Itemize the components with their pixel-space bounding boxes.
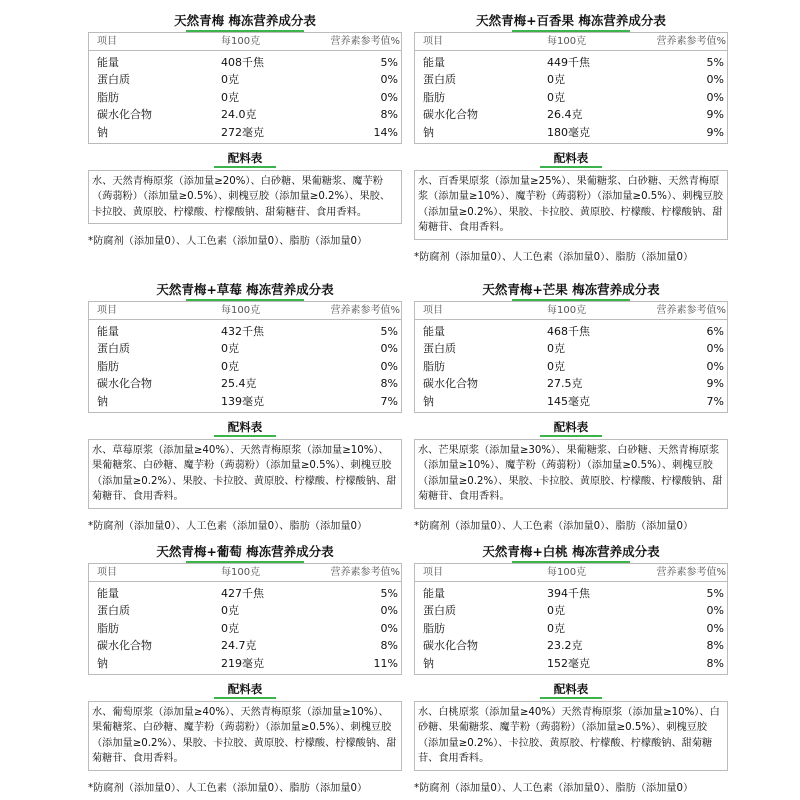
cell-item: 钠 (97, 394, 108, 408)
header-item: 项目 (97, 36, 117, 47)
cell-item: 蛋白质 (97, 342, 130, 356)
ingredients-text: 水、芒果原浆（添加量≥30%）、果葡糖浆、白砂糖、天然青梅原浆（添加量≥10%）、魔芋粉（蒟蒻粉）（添加量≥0.5%）、刺槐豆胶（添加量≥0.2%）、果胶、卡拉胶、黄原胶、柠檬酸、柠檬酸钠、甜菊糖苷、食用香料。 (418, 444, 723, 503)
additive-note: *防腐剂（添加量0）、人工色素（添加量0）、脂肪（添加量0） (88, 782, 368, 794)
additive-note: *防腐剂（添加量0）、人工色素（添加量0）、脂肪（添加量0） (414, 520, 694, 532)
cell-nrv-percent: 5% (380, 325, 398, 338)
nutrition-table-header (415, 33, 727, 51)
nutrition-table (414, 563, 728, 675)
cell-per-100g: 145毫克 (547, 394, 590, 408)
cell-nrv-percent: 0% (706, 621, 724, 635)
ingredients-text: 水、白桃原浆（添加量≥40%）天然青梅原浆（添加量≥10%）、白砂糖、果葡糖浆、魔芋粉（蒟蒻粉）（添加量≥0.5%）、刺槐豆胶（添加量≥0.2%）、卡拉胶、黄原胶、柠檬酸、柠檬酸钠、甜菊糖苷、食用香料。 (418, 706, 720, 765)
cell-item: 蛋白质 (423, 604, 456, 618)
ingredients-title (414, 417, 728, 439)
cell-nrv-percent: 0% (380, 342, 398, 356)
header-per-100g: 每100克 (221, 305, 261, 316)
header-item: 项目 (423, 36, 443, 47)
cell-item: 能量 (97, 325, 119, 338)
additive-note: *防腐剂（添加量0）、人工色素（添加量0）、脂肪（添加量0） (414, 251, 694, 263)
ingredients-title-underline (540, 166, 602, 168)
cell-nrv-percent: 9% (706, 377, 724, 391)
nutrition-table-title (88, 281, 402, 301)
nutrition-table-header (89, 564, 401, 582)
cell-item: 脂肪 (97, 621, 119, 635)
cell-per-100g: 0克 (221, 73, 239, 87)
nutrition-table-title-text: 天然青梅+百香果 梅冻营养成分表 (476, 13, 666, 28)
cell-per-100g: 0克 (221, 621, 239, 635)
cell-per-100g: 432千焦 (221, 325, 264, 338)
cell-nrv-percent: 7% (706, 394, 724, 408)
cell-item: 能量 (423, 587, 445, 600)
cell-nrv-percent: 0% (380, 621, 398, 635)
cell-nrv-percent: 5% (380, 56, 398, 69)
cell-item: 钠 (423, 656, 434, 670)
nutrition-table-body (415, 582, 727, 674)
ingredients-box (414, 439, 728, 509)
ingredients-box (88, 170, 402, 225)
cell-nrv-percent: 8% (706, 639, 724, 653)
cell-item: 能量 (423, 56, 445, 69)
cell-nrv-percent: 6% (706, 325, 724, 338)
ingredients-title-underline (214, 166, 276, 168)
cell-nrv-percent: 5% (706, 56, 724, 69)
cell-item: 钠 (423, 394, 434, 408)
cell-item: 蛋白质 (423, 73, 456, 87)
cell-per-100g: 27.5克 (547, 377, 583, 391)
cell-per-100g: 0克 (547, 90, 565, 104)
ingredients-box (88, 701, 402, 771)
ingredients-title-text: 配料表 (227, 681, 263, 696)
nutrition-row-fat (415, 358, 727, 375)
nutrition-row-carbohydrate (415, 375, 727, 392)
header-item: 项目 (97, 305, 117, 316)
title-underline (186, 30, 304, 32)
title-underline (186, 299, 304, 301)
cell-nrv-percent: 9% (706, 125, 724, 139)
additive-note: *防腐剂（添加量0）、人工色素（添加量0）、脂肪（添加量0） (88, 236, 368, 248)
cell-item: 碳水化合物 (423, 108, 478, 122)
nutrition-table-body (415, 320, 727, 412)
cell-per-100g: 272毫克 (221, 125, 264, 139)
nutrition-table-header (89, 33, 401, 51)
nutrition-row-energy (89, 54, 401, 71)
nutrition-table-header (89, 302, 401, 320)
cell-nrv-percent: 8% (380, 108, 398, 122)
cell-item: 碳水化合物 (423, 377, 478, 391)
nutrition-table-title (88, 12, 402, 32)
nutrition-row-energy (415, 54, 727, 71)
cell-per-100g: 0克 (221, 604, 239, 618)
ingredients-title (88, 417, 402, 439)
nutrition-table-title-text: 天然青梅 梅冻营养成分表 (174, 13, 316, 28)
nutrition-table-body (415, 51, 727, 143)
nutrition-row-protein (415, 340, 727, 357)
nutrition-row-fat (89, 620, 401, 637)
cell-item: 蛋白质 (423, 342, 456, 356)
nutrition-row-protein (415, 71, 727, 88)
ingredients-text: 水、天然青梅原浆（添加量≥20%）、白砂糖、果葡糖浆、魔芋粉（蒟蒻粉）（添加量≥0.5%）、刺槐豆胶（添加量≥0.2%）、果胶、卡拉胶、黄原胶、柠檬酸、柠檬酸钠、甜菊糖苷、食用香料。 (92, 175, 391, 218)
cell-nrv-percent: 0% (706, 90, 724, 104)
title-underline (512, 30, 630, 32)
nutrition-table (414, 301, 728, 413)
header-per-100g: 每100克 (221, 567, 261, 578)
nutrition-table-title-text: 天然青梅+白桃 梅冻营养成分表 (482, 544, 660, 559)
nutrition-row-fat (415, 620, 727, 637)
cell-nrv-percent: 0% (706, 359, 724, 373)
cell-nrv-percent: 5% (380, 587, 398, 600)
cell-per-100g: 0克 (547, 621, 565, 635)
cell-item: 碳水化合物 (97, 377, 152, 391)
ingredients-box (88, 439, 402, 509)
ingredients-title-underline (540, 435, 602, 437)
ingredients-title (414, 679, 728, 701)
header-nrv-percent: 营养素参考值% (330, 36, 400, 47)
nutrition-table-title-text: 天然青梅+葡萄 梅冻营养成分表 (156, 544, 334, 559)
cell-item: 脂肪 (423, 359, 445, 373)
header-item: 项目 (423, 567, 443, 578)
ingredients-text: 水、草莓原浆（添加量≥40%）、天然青梅原浆（添加量≥10%）、果葡糖浆、白砂糖、魔芋粉（蒟蒻粉）（添加量≥0.5%）、刺槐豆胶（添加量≥0.2%）、果胶、卡拉胶、黄原胶、柠檬酸、柠檬酸钠、甜菊糖苷、食用香料。 (92, 444, 397, 503)
cell-per-100g: 427千焦 (221, 587, 264, 600)
nutrition-table (88, 301, 402, 413)
ingredients-title-text: 配料表 (553, 419, 589, 434)
nutrition-table-title-text: 天然青梅+草莓 梅冻营养成分表 (156, 282, 334, 297)
nutrition-table-body (89, 320, 401, 412)
cell-per-100g: 26.4克 (547, 108, 583, 122)
nutrition-row-fat (415, 89, 727, 106)
header-per-100g: 每100克 (547, 36, 587, 47)
nutrition-table-title (414, 281, 728, 301)
nutrition-table-header (415, 302, 727, 320)
header-nrv-percent: 营养素参考值% (330, 567, 400, 578)
cell-per-100g: 408千焦 (221, 56, 264, 69)
cell-nrv-percent: 9% (706, 108, 724, 122)
nutrition-panel-mango (414, 281, 728, 532)
cell-per-100g: 468千焦 (547, 325, 590, 338)
ingredients-title (88, 148, 402, 170)
cell-item: 钠 (97, 125, 108, 139)
ingredients-title-text: 配料表 (227, 150, 263, 165)
cell-item: 脂肪 (97, 359, 119, 373)
nutrition-panel-grape (88, 543, 402, 794)
header-nrv-percent: 营养素参考值% (656, 305, 726, 316)
cell-per-100g: 24.0克 (221, 108, 257, 122)
nutrition-table-title-text: 天然青梅+芒果 梅冻营养成分表 (482, 282, 660, 297)
cell-nrv-percent: 11% (373, 656, 398, 670)
cell-item: 碳水化合物 (97, 639, 152, 653)
cell-nrv-percent: 0% (706, 604, 724, 618)
cell-per-100g: 0克 (221, 342, 239, 356)
nutrition-row-sodium (89, 655, 401, 672)
cell-item: 蛋白质 (97, 604, 130, 618)
nutrition-row-protein (415, 602, 727, 619)
title-underline (186, 561, 304, 563)
nutrition-table-header (415, 564, 727, 582)
cell-nrv-percent: 5% (706, 587, 724, 600)
cell-nrv-percent: 0% (380, 73, 398, 87)
nutrition-panel-qingmei (88, 12, 402, 247)
nutrition-table (414, 32, 728, 144)
nutrition-row-energy (415, 585, 727, 602)
nutrition-row-carbohydrate (89, 106, 401, 123)
cell-per-100g: 0克 (547, 73, 565, 87)
nutrition-table-body (89, 582, 401, 674)
nutrition-table-body (89, 51, 401, 143)
title-underline (512, 561, 630, 563)
header-nrv-percent: 营养素参考值% (656, 36, 726, 47)
ingredients-text: 水、葡萄原浆（添加量≥40%）、天然青梅原浆（添加量≥10%）、果葡糖浆、白砂糖、魔芋粉（蒟蒻粉）（添加量≥0.5%）、刺槐豆胶（添加量≥0.2%）、果胶、卡拉胶、黄原胶、柠檬酸、柠檬酸钠、甜菊糖苷、食用香料。 (92, 706, 397, 765)
header-nrv-percent: 营养素参考值% (656, 567, 726, 578)
cell-nrv-percent: 8% (706, 656, 724, 670)
nutrition-table-title (414, 12, 728, 32)
nutrition-row-energy (415, 323, 727, 340)
nutrition-row-sodium (415, 655, 727, 672)
cell-per-100g: 23.2克 (547, 639, 583, 653)
cell-item: 脂肪 (97, 90, 119, 104)
ingredients-box (414, 701, 728, 771)
additive-note: *防腐剂（添加量0）、人工色素（添加量0）、脂肪（添加量0） (88, 520, 368, 532)
cell-per-100g: 219毫克 (221, 656, 264, 670)
title-underline (512, 299, 630, 301)
nutrition-row-carbohydrate (89, 375, 401, 392)
cell-per-100g: 139毫克 (221, 394, 264, 408)
header-per-100g: 每100克 (547, 567, 587, 578)
ingredients-title-text: 配料表 (553, 150, 589, 165)
nutrition-row-sodium (89, 124, 401, 141)
nutrition-row-sodium (415, 393, 727, 410)
cell-item: 钠 (423, 125, 434, 139)
cell-per-100g: 0克 (547, 359, 565, 373)
cell-nrv-percent: 0% (380, 359, 398, 373)
cell-per-100g: 394千焦 (547, 587, 590, 600)
cell-item: 脂肪 (423, 621, 445, 635)
nutrition-row-energy (89, 323, 401, 340)
cell-nrv-percent: 8% (380, 377, 398, 391)
cell-item: 脂肪 (423, 90, 445, 104)
nutrition-row-sodium (89, 393, 401, 410)
cell-item: 碳水化合物 (97, 108, 152, 122)
cell-per-100g: 24.7克 (221, 639, 257, 653)
nutrition-panel-passionfruit (414, 12, 728, 263)
cell-item: 能量 (97, 587, 119, 600)
nutrition-row-energy (89, 585, 401, 602)
cell-nrv-percent: 0% (706, 342, 724, 356)
ingredients-title-underline (214, 697, 276, 699)
nutrition-table-title (88, 543, 402, 563)
nutrition-panel-peach (414, 543, 728, 794)
cell-per-100g: 0克 (547, 342, 565, 356)
cell-nrv-percent: 0% (380, 90, 398, 104)
nutrition-row-protein (89, 602, 401, 619)
additive-note: *防腐剂（添加量0）、人工色素（添加量0）、脂肪（添加量0） (414, 782, 694, 794)
cell-item: 能量 (423, 325, 445, 338)
cell-item: 能量 (97, 56, 119, 69)
nutrition-row-fat (89, 89, 401, 106)
cell-item: 钠 (97, 656, 108, 670)
nutrition-row-sodium (415, 124, 727, 141)
cell-nrv-percent: 0% (706, 73, 724, 87)
ingredients-text: 水、百香果原浆（添加量≥25%）、果葡糖浆、白砂糖、天然青梅原浆（添加量≥10%）、魔芋粉（蒟蒻粉）（添加量≥0.5%）、刺槐豆胶（添加量≥0.2%）、果胶、卡拉胶、黄原胶、柠檬酸、柠檬酸钠、甜菊糖苷、食用香料。 (418, 175, 723, 234)
cell-nrv-percent: 7% (380, 394, 398, 408)
cell-nrv-percent: 14% (373, 125, 398, 139)
cell-per-100g: 0克 (547, 604, 565, 618)
ingredients-title (414, 148, 728, 170)
nutrition-row-carbohydrate (415, 637, 727, 654)
cell-item: 蛋白质 (97, 73, 130, 87)
nutrition-table-title (414, 543, 728, 563)
ingredients-box (414, 170, 728, 240)
header-item: 项目 (97, 567, 117, 578)
ingredients-title-underline (214, 435, 276, 437)
cell-per-100g: 0克 (221, 359, 239, 373)
nutrition-table (88, 563, 402, 675)
header-item: 项目 (423, 305, 443, 316)
cell-item: 碳水化合物 (423, 639, 478, 653)
ingredients-title (88, 679, 402, 701)
nutrition-table (88, 32, 402, 144)
cell-per-100g: 25.4克 (221, 377, 257, 391)
cell-nrv-percent: 0% (380, 604, 398, 618)
ingredients-title-text: 配料表 (227, 419, 263, 434)
ingredients-title-text: 配料表 (553, 681, 589, 696)
header-nrv-percent: 营养素参考值% (330, 305, 400, 316)
cell-per-100g: 0克 (221, 90, 239, 104)
ingredients-title-underline (540, 697, 602, 699)
nutrition-row-protein (89, 340, 401, 357)
nutrition-row-protein (89, 71, 401, 88)
nutrition-panel-strawberry (88, 281, 402, 532)
cell-per-100g: 449千焦 (547, 56, 590, 69)
cell-nrv-percent: 8% (380, 639, 398, 653)
nutrition-row-fat (89, 358, 401, 375)
nutrition-row-carbohydrate (415, 106, 727, 123)
cell-per-100g: 180毫克 (547, 125, 590, 139)
header-per-100g: 每100克 (547, 305, 587, 316)
nutrition-row-carbohydrate (89, 637, 401, 654)
cell-per-100g: 152毫克 (547, 656, 590, 670)
header-per-100g: 每100克 (221, 36, 261, 47)
